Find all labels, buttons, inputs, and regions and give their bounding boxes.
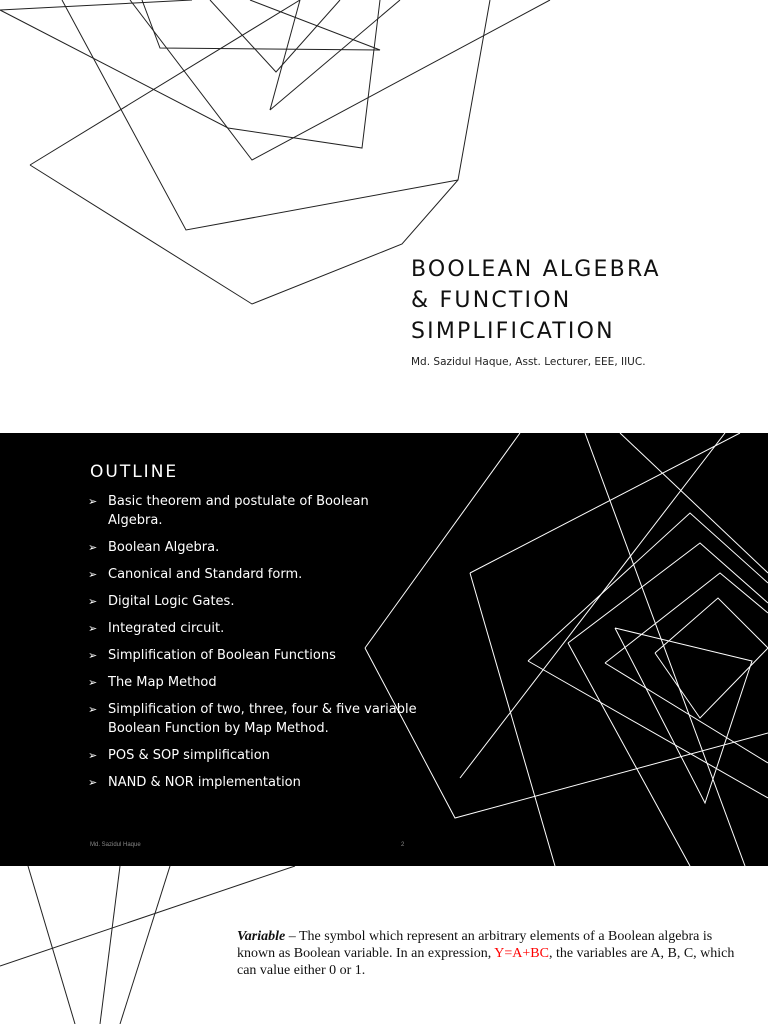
list-item bbox=[88, 746, 418, 765]
title-slide bbox=[0, 0, 768, 432]
decorative-line-art bbox=[0, 0, 768, 432]
list-item-text: Simplification of two, three, four & five variable Boolean Function by Map Method. bbox=[108, 702, 417, 736]
presentation-title bbox=[411, 254, 661, 347]
list-item bbox=[88, 538, 418, 557]
title-line: BOOLEAN ALGEBRA bbox=[411, 257, 661, 282]
slide-footer-author: Md. Sazidul Haque bbox=[90, 842, 141, 848]
list-item-text: Simplification of Boolean Functions bbox=[108, 648, 336, 663]
arrow-bullet-icon: ➢ bbox=[88, 649, 98, 662]
list-item-text: The Map Method bbox=[108, 675, 217, 690]
arrow-bullet-icon: ➢ bbox=[88, 541, 98, 554]
title-line: SIMPLIFICATION bbox=[411, 319, 615, 344]
author-subtitle: Md. Sazidul Haque, Asst. Lecturer, EEE, IIUC. bbox=[411, 356, 646, 368]
list-item bbox=[88, 700, 418, 738]
arrow-bullet-icon: ➢ bbox=[88, 776, 98, 789]
arrow-bullet-icon: ➢ bbox=[88, 749, 98, 762]
definition-slide bbox=[0, 866, 768, 1024]
list-item-text: Integrated circuit. bbox=[108, 621, 225, 636]
arrow-bullet-icon: ➢ bbox=[88, 568, 98, 581]
list-item bbox=[88, 646, 418, 665]
arrow-bullet-icon: ➢ bbox=[88, 495, 98, 508]
boolean-expression: Y=A+BC bbox=[494, 946, 549, 961]
list-item-text: NAND & NOR implementation bbox=[108, 775, 301, 790]
outline-heading: OUTLINE bbox=[90, 462, 179, 482]
arrow-bullet-icon: ➢ bbox=[88, 703, 98, 716]
arrow-bullet-icon: ➢ bbox=[88, 622, 98, 635]
definition-term: Variable bbox=[237, 929, 286, 944]
slide-page-number: 2 bbox=[401, 842, 405, 848]
title-line: & FUNCTION bbox=[411, 288, 572, 313]
list-item-text: Digital Logic Gates. bbox=[108, 594, 235, 609]
list-item bbox=[88, 565, 418, 584]
list-item-text: Boolean Algebra. bbox=[108, 540, 220, 555]
list-item bbox=[88, 492, 418, 530]
list-item-text: POS & SOP simplification bbox=[108, 748, 270, 763]
variable-definition bbox=[237, 928, 747, 979]
list-item bbox=[88, 673, 418, 692]
list-item bbox=[88, 592, 418, 611]
definition-dash: – bbox=[285, 929, 299, 944]
outline-slide bbox=[0, 433, 768, 866]
outline-list bbox=[88, 492, 418, 800]
arrow-bullet-icon: ➢ bbox=[88, 595, 98, 608]
list-item-text: Canonical and Standard form. bbox=[108, 567, 303, 582]
definition-text-end: , the variables are A, B, C, which can value either 0 or 1. bbox=[237, 946, 735, 978]
list-item-text: Basic theorem and postulate of Boolean Algebra. bbox=[108, 494, 369, 528]
list-item bbox=[88, 773, 418, 792]
definition-text: The symbol which represent an arbitrary elements of a Boolean algebra is known as Boolean variable. In an expression, bbox=[237, 929, 713, 961]
arrow-bullet-icon: ➢ bbox=[88, 676, 98, 689]
list-item bbox=[88, 619, 418, 638]
